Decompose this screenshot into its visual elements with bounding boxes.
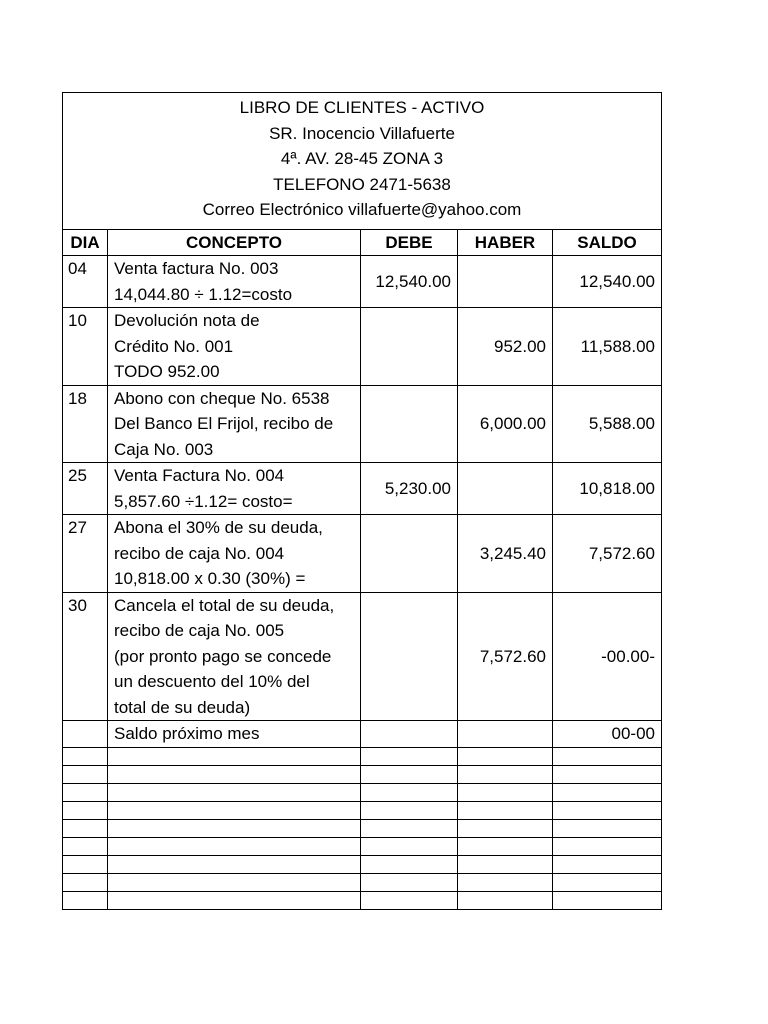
- empty-cell: [361, 747, 458, 765]
- empty-cell: [63, 891, 108, 909]
- entry-haber: 952.00: [458, 308, 553, 386]
- entry-concept-line: Venta factura No. 003: [114, 259, 279, 278]
- entry-concept: [108, 256, 361, 308]
- entry-day: [63, 721, 108, 748]
- entry-saldo: 00-00: [553, 721, 662, 748]
- entry-haber: [458, 721, 553, 748]
- entry-day: 25: [63, 463, 108, 515]
- empty-ledger-row: [63, 765, 662, 783]
- ledger-entry-row: [63, 721, 662, 748]
- ledger-entry-row: [63, 308, 662, 386]
- entry-concept-line: Abona el 30% de su deuda,: [114, 518, 323, 537]
- empty-cell: [63, 747, 108, 765]
- client-address: 4ª. AV. 28-45 ZONA 3: [280, 149, 444, 168]
- empty-cell: [108, 855, 361, 873]
- ledger-header: [63, 93, 662, 230]
- entry-concept-line: Devolución nota de: [114, 311, 260, 330]
- empty-cell: [553, 765, 662, 783]
- empty-ledger-row: [63, 801, 662, 819]
- entry-haber: [458, 463, 553, 515]
- empty-cell: [108, 873, 361, 891]
- column-header-saldo: SALDO: [553, 229, 662, 256]
- entry-haber: 3,245.40: [458, 515, 553, 593]
- empty-cell: [63, 819, 108, 837]
- empty-cell: [458, 747, 553, 765]
- column-header-dia: DIA: [63, 229, 108, 256]
- column-header-concepto: CONCEPTO: [108, 229, 361, 256]
- entry-concept: [108, 592, 361, 721]
- empty-cell: [361, 873, 458, 891]
- empty-cell: [458, 855, 553, 873]
- empty-cell: [458, 819, 553, 837]
- empty-cell: [553, 747, 662, 765]
- entry-day: 04: [63, 256, 108, 308]
- entry-concept-line: un descuento del 10% del: [114, 672, 310, 691]
- empty-ledger-row: [63, 855, 662, 873]
- column-header-haber: HABER: [458, 229, 553, 256]
- empty-cell: [63, 783, 108, 801]
- empty-cell: [108, 837, 361, 855]
- empty-cell: [458, 891, 553, 909]
- entry-haber: [458, 256, 553, 308]
- empty-cell: [63, 765, 108, 783]
- entry-concept-line: 14,044.80 ÷ 1.12=costo: [114, 284, 293, 304]
- empty-cell: [553, 801, 662, 819]
- empty-cell: [361, 783, 458, 801]
- ledger-table: [62, 92, 662, 910]
- entry-debe: [361, 308, 458, 386]
- entry-debe: 12,540.00: [361, 256, 458, 308]
- entry-saldo: 12,540.00: [553, 256, 662, 308]
- empty-cell: [361, 819, 458, 837]
- empty-cell: [108, 801, 361, 819]
- empty-cell: [108, 747, 361, 765]
- empty-cell: [361, 855, 458, 873]
- client-email: Correo Electrónico villafuerte@yahoo.com: [202, 200, 522, 219]
- empty-cell: [361, 765, 458, 783]
- entry-concept-line: Crédito No. 001: [114, 336, 234, 356]
- entry-concept: [108, 463, 361, 515]
- client-phone: TELEFONO 2471-5638: [273, 174, 451, 194]
- entry-concept-line: 10,818.00 x 0.30 (30%) =: [114, 569, 306, 588]
- empty-cell: [553, 837, 662, 855]
- entry-debe: [361, 721, 458, 748]
- entry-concept: [108, 721, 361, 748]
- empty-cell: [458, 783, 553, 801]
- entry-debe: [361, 592, 458, 721]
- empty-ledger-row: [63, 783, 662, 801]
- empty-cell: [553, 873, 662, 891]
- empty-cell: [553, 855, 662, 873]
- empty-ledger-row: [63, 747, 662, 765]
- entry-concept-line: Cancela el total de su deuda,: [114, 595, 335, 615]
- ledger-entry-row: [63, 385, 662, 463]
- empty-cell: [108, 819, 361, 837]
- entry-haber: 7,572.60: [458, 592, 553, 721]
- entry-saldo: 10,818.00: [553, 463, 662, 515]
- empty-cell: [63, 855, 108, 873]
- entry-concept-line: recibo de caja No. 005: [114, 621, 285, 640]
- entry-concept-line: Saldo próximo mes: [114, 724, 260, 743]
- empty-cell: [108, 891, 361, 909]
- entry-saldo: 5,588.00: [553, 385, 662, 463]
- ledger-title: LIBRO DE CLIENTES - ACTIVO: [239, 98, 485, 117]
- ledger-entry-row: [63, 256, 662, 308]
- empty-cell: [361, 837, 458, 855]
- entry-concept-line: Del Banco El Frijol, recibo de: [114, 414, 334, 433]
- entry-concept-line: recibo de caja No. 004: [114, 543, 285, 563]
- empty-cell: [553, 783, 662, 801]
- ledger-entry-row: [63, 463, 662, 515]
- empty-cell: [458, 873, 553, 891]
- entry-day: 27: [63, 515, 108, 593]
- entry-saldo: 7,572.60: [553, 515, 662, 593]
- ledger-sheet: [62, 92, 661, 910]
- entry-concept-line: Abono con cheque No. 6538: [114, 388, 330, 408]
- entry-concept-line: total de su deuda): [114, 697, 251, 717]
- ledger-body: [63, 256, 662, 910]
- entry-haber: 6,000.00: [458, 385, 553, 463]
- column-header-debe: DEBE: [361, 229, 458, 256]
- entry-concept-line: 5,857.60 ÷1.12= costo=: [114, 491, 293, 511]
- empty-cell: [63, 873, 108, 891]
- ledger-entry-row: [63, 592, 662, 721]
- empty-cell: [361, 891, 458, 909]
- entry-debe: [361, 515, 458, 593]
- empty-cell: [361, 801, 458, 819]
- empty-cell: [458, 801, 553, 819]
- header-row: [63, 93, 662, 230]
- entry-saldo: 11,588.00: [553, 308, 662, 386]
- entry-concept: [108, 385, 361, 463]
- empty-cell: [63, 837, 108, 855]
- entry-concept: [108, 308, 361, 386]
- empty-cell: [458, 837, 553, 855]
- entry-saldo: -00.00-: [553, 592, 662, 721]
- entry-debe: [361, 385, 458, 463]
- client-name: SR. Inocencio Villafuerte: [269, 123, 455, 143]
- entry-concept-line: Caja No. 003: [114, 439, 214, 459]
- entry-concept: [108, 515, 361, 593]
- entry-concept-line: (por pronto pago se concede: [114, 646, 332, 666]
- empty-ledger-row: [63, 837, 662, 855]
- entry-concept-line: TODO 952.00: [114, 362, 220, 381]
- empty-ledger-row: [63, 873, 662, 891]
- entry-concept-line: Venta Factura No. 004: [114, 466, 285, 485]
- empty-ledger-row: [63, 891, 662, 909]
- empty-cell: [553, 819, 662, 837]
- entry-debe: 5,230.00: [361, 463, 458, 515]
- empty-cell: [108, 765, 361, 783]
- empty-cell: [458, 765, 553, 783]
- entry-day: 30: [63, 592, 108, 721]
- empty-cell: [108, 783, 361, 801]
- entry-day: 10: [63, 308, 108, 386]
- empty-ledger-row: [63, 819, 662, 837]
- empty-cell: [553, 891, 662, 909]
- ledger-entry-row: [63, 515, 662, 593]
- entry-day: 18: [63, 385, 108, 463]
- column-header-row: [63, 229, 662, 256]
- empty-cell: [63, 801, 108, 819]
